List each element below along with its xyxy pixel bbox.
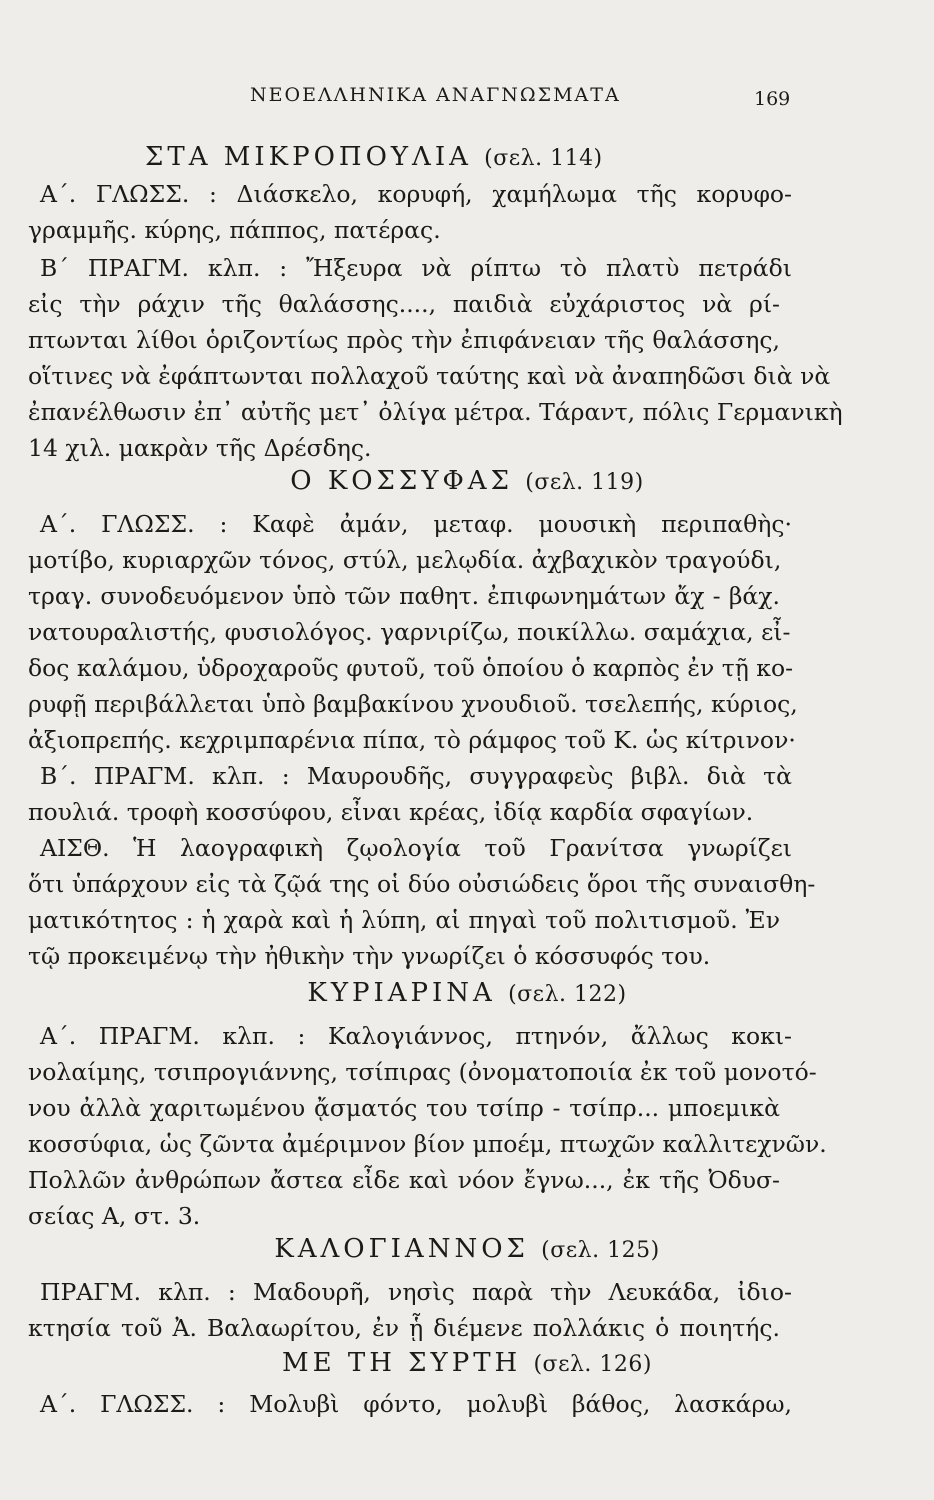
text-line: πουλιά. τροφὴ κοσσύφου, εἶναι κρέας, ἰδίᾳ καρδία σφαγίων. bbox=[28, 798, 754, 826]
page-number: 169 bbox=[754, 88, 791, 110]
text-line: γραμμῆς. κύρης, πάππος, πατέρας. bbox=[28, 216, 441, 244]
page-reference: (σελ. 119) bbox=[525, 470, 644, 495]
text-line: τῷ προκειμένῳ τὴν ἠθικὴν τὴν γνωρίζει ὁ κόσσυφός του. bbox=[28, 942, 711, 970]
section-heading bbox=[0, 1234, 934, 1264]
section-title: ΚΥΡΙΑΡΙΝΑ bbox=[307, 978, 496, 1008]
page-reference: (σελ. 122) bbox=[508, 982, 627, 1007]
section-title: Ο ΚΟΣΣΥΦΑΣ bbox=[290, 466, 513, 496]
text-line: Α΄. ΓΛΩΣΣ. : Μολυβὶ φόντο, μολυβὶ βάθος, λασκάρω, bbox=[40, 1390, 792, 1418]
section-heading bbox=[0, 466, 934, 496]
text-line: ματικότητος : ἡ χαρὰ καὶ ἡ λύπη, αἱ πηγαὶ τοῦ πολιτισμοῦ. Ἐν bbox=[28, 906, 780, 934]
page-reference: (σελ. 125) bbox=[541, 1238, 660, 1263]
running-head: ΝΕΟΕΛΛΗΝΙΚΑ ΑΝΑΓΝΩΣΜΑΤΑ bbox=[250, 84, 621, 106]
section-heading bbox=[145, 142, 603, 172]
text-line: ἀξιοπρεπής. κεχριμπαρένια πίπα, τὸ ράμφος τοῦ Κ. ὡς κίτρινον· bbox=[28, 726, 796, 754]
text-line: Πολλῶν ἀνθρώπων ἄστεα εἶδε καὶ νόον ἔγνω..., ἐκ τῆς Ὀδυσ- bbox=[28, 1166, 780, 1194]
section-title: ΣΤΑ ΜΙΚΡΟΠΟΥΛΙΑ bbox=[145, 142, 472, 172]
section-title: ΜΕ ΤΗ ΣΥΡΤΗ bbox=[282, 1348, 522, 1378]
text-line: ἐπανέλθωσιν ἐπ᾽ αὐτῆς μετ᾽ ὀλίγα μέτρα. Τάραντ, πόλις Γερμανικὴ bbox=[28, 398, 843, 426]
text-line: Α΄. ΓΛΩΣΣ. : Διάσκελο, κορυφή, χαμήλωμα τῆς κορυφο- bbox=[40, 180, 792, 208]
text-line: νατουραλιστής, φυσιολόγος. γαρνιρίζω, ποικίλλω. σαμάχια, εἶ- bbox=[28, 618, 791, 646]
text-line: 14 χιλ. μακρὰν τῆς Δρέσδης. bbox=[28, 434, 372, 462]
page-reference: (σελ. 114) bbox=[484, 146, 603, 171]
section-title: ΚΑΛΟΓΙΑΝΝΟΣ bbox=[274, 1234, 529, 1264]
section-heading bbox=[0, 1348, 934, 1378]
text-line: ΑΙΣΘ. Ἡ λαογραφικὴ ζῳολογία τοῦ Γρανίτσα γνωρίζει bbox=[40, 834, 792, 862]
text-line: ΠΡΑΓΜ. κλπ. : Μαδουρῆ, νησὶς παρὰ τὴν Λευκάδα, ἰδιο- bbox=[40, 1278, 792, 1306]
text-line: Α΄. ΠΡΑΓΜ. κλπ. : Καλογιάννος, πτηνόν, ἄλλως κοκι- bbox=[40, 1022, 792, 1050]
text-line: οἵτινες νὰ ἐφάπτωνται πολλαχοῦ ταύτης καὶ νὰ ἀναπηδῶσι διὰ νὰ bbox=[28, 362, 831, 390]
text-line: Β΄. ΠΡΑΓΜ. κλπ. : Μαυρουδῆς, συγγραφεὺς βιβλ. διὰ τὰ bbox=[40, 762, 792, 790]
page-reference: (σελ. 126) bbox=[533, 1352, 652, 1377]
text-line: κτησία τοῦ Ἀ. Βαλαωρίτου, ἐν ᾗ διέμενε πολλάκις ὁ ποιητής. bbox=[28, 1314, 780, 1342]
text-line: ὅτι ὑπάρχουν εἰς τὰ ζῷά της οἱ δύο οὐσιώδεις ὅροι τῆς συναισθη- bbox=[28, 870, 816, 898]
text-line: σείας Α, στ. 3. bbox=[28, 1202, 201, 1230]
text-line: ρυφῇ περιβάλλεται ὑπὸ βαμβακίνου χνουδιοῦ. τσελεπής, κύριος, bbox=[28, 690, 798, 718]
text-line: μοτίβο, κυριαρχῶν τόνος, στύλ, μελῳδία. ἀχβαχικὸν τραγούδι, bbox=[28, 546, 782, 574]
section-heading bbox=[0, 978, 934, 1008]
text-line: δος καλάμου, ὑδροχαροῦς φυτοῦ, τοῦ ὁποίου ὁ καρπὸς ἐν τῇ κο- bbox=[28, 654, 794, 682]
text-line: τραγ. συνοδευόμενον ὑπὸ τῶν παθητ. ἐπιφωνημάτων ἄχ - βάχ. bbox=[28, 582, 780, 610]
text-line: εἰς τὴν ράχιν τῆς θαλάσσης...., παιδιὰ εὐχάριστος νὰ ρί- bbox=[28, 290, 780, 318]
text-line: πτωνται λίθοι ὁριζοντίως πρὸς τὴν ἐπιφάνειαν τῆς θαλάσσης, bbox=[28, 326, 780, 354]
text-line: κοσσύφια, ὡς ζῶντα ἀμέριμνον βίον μποέμ, πτωχῶν καλλιτεχνῶν. bbox=[28, 1130, 827, 1158]
text-line: νολαίμης, τσιπρογιάννης, τσίπιρας (ὀνοματοποιία ἐκ τοῦ μονοτό- bbox=[28, 1058, 817, 1086]
text-line: νου ἀλλὰ χαριτωμένου ᾄσματός του τσίπρ - τσίπρ... μποεμικὰ bbox=[28, 1094, 780, 1122]
text-line: Β΄ ΠΡΑΓΜ. κλπ. : Ἤξευρα νὰ ρίπτω τὸ πλατὺ πετράδι bbox=[40, 254, 792, 282]
text-line: Α΄. ΓΛΩΣΣ. : Καφὲ ἀμάν, μεταφ. μουσικὴ περιπαθὴς· bbox=[40, 510, 792, 538]
